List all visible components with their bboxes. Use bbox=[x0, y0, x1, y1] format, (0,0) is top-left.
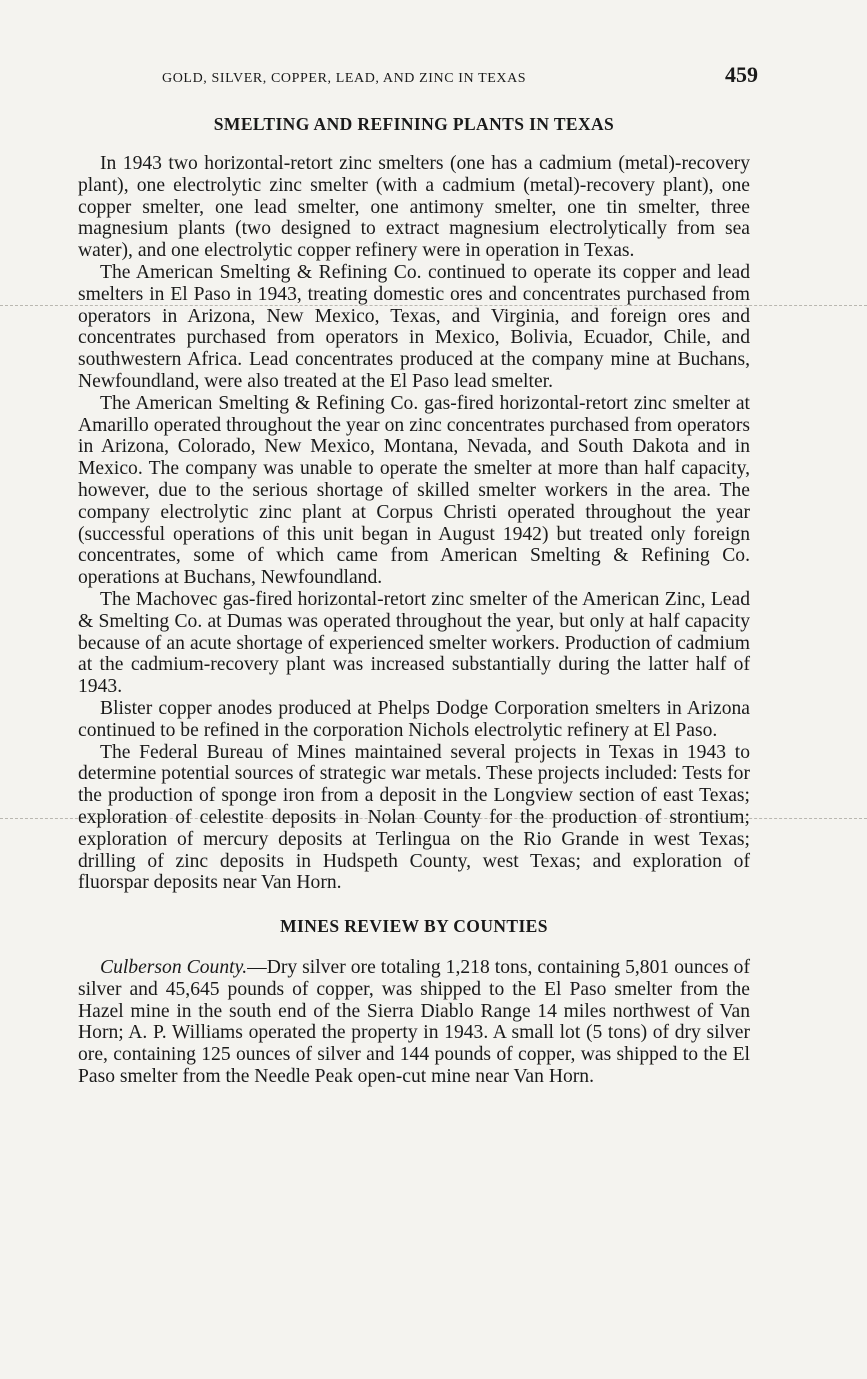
county-name: Culberson County. bbox=[100, 957, 248, 979]
paragraph: In 1943 two horizontal-retort zinc smelters (one has a cadmium (metal)-recovery plant), one electrolytic zinc smelter (with a cadmium (metal)-recovery plant), one copper smelter, one lead smelter, one antimony smelter, one tin smelter, three magnesium plants (two designed to extract magnesium electrolytically from sea water), and one electrolytic copper refinery were in operation in Texas. bbox=[78, 153, 750, 262]
section-heading-smelting: SMELTING AND REFINING PLANTS IN TEXAS bbox=[213, 114, 615, 134]
paragraph: The American Smelting & Refining Co. continued to operate its copper and lead smelters in El Paso in 1943, treating domestic ores and concentrates purchased from operators in Arizona, New Mexico, Texas, and Virginia, and foreign ores and concentrates purchased from operators in Mexico, Bolivia, Ecuador, Chile, and southwestern Africa. Lead concentrates produced at the company mine at Buchans, Newfoundland, were also treated at the El Paso lead smelter. bbox=[78, 261, 750, 392]
paragraph: The Federal Bureau of Mines maintained several projects in Texas in 1943 to determine potential sources of strategic war metals. These projects included: Tests for the production of sponge iron from a deposit in the Longview section of east Texas; exploration of celestite deposits in Nolan County for the production of strontium; exploration of mercury deposits at Terlingua on the Rio Grande in west Texas; drilling of zinc deposits in Hudspeth County, west Texas; and exploration of fluorspar deposits near Van Horn. bbox=[78, 741, 750, 894]
paragraph: The American Smelting & Refining Co. gas-fired horizontal-retort zinc smelter at Amarillo operated throughout the year on zinc concentrates purchased from operators in Arizona, Colorado, New Mexico, Montana, Nevada, and South Dakota and in Mexico. The company was unable to operate the smelter at more than half capacity, however, due to the serious shortage of skilled smelter workers in the area. The company electrolytic zinc plant at Corpus Christi operated throughout the year (successful operations of this unit began in August 1942) but treated only foreign concentrates, some of which came from American Smelting & Refining Co. operations at Buchans, Newfoundland. bbox=[78, 392, 750, 589]
page bbox=[78, 62, 758, 1088]
paragraph: Blister copper anodes produced at Phelps Dodge Corporation smelters in Arizona continued to be refined in the corporation Nichols electrolytic refinery at El Paso. bbox=[78, 697, 750, 741]
paragraph: The Machovec gas-fired horizontal-retort zinc smelter of the American Zinc, Lead & Smelting Co. at Dumas was operated throughout the year, but only at half capacity because of an acute shortage of experienced smelter workers. Production of cadmium at the cadmium-recovery plant was increased substantially during the latter half of 1943. bbox=[78, 588, 750, 698]
running-head bbox=[78, 62, 758, 96]
running-title: GOLD, SILVER, COPPER, LEAD, AND ZINC IN TEXAS bbox=[162, 71, 527, 86]
section-heading-mines-review: MINES REVIEW BY COUNTIES bbox=[280, 916, 548, 937]
county-text: —Dry silver ore totaling 1,218 tons, containing 5,801 ounces of silver and 45,645 pounds of copper, was shipped to the El Paso smelter from the Hazel mine in the south end of the Sierra Diablo Range 14 miles northwest of Van Horn; A. P. Williams operated the property in 1943. A small lot (5 tons) of dry silver ore, containing 125 ounces of silver and 144 pounds of copper, was shipped to the El Paso smelter from the Needle Peak open-cut mine near Van Horn. bbox=[78, 957, 750, 1088]
section-body-smelting bbox=[78, 153, 750, 894]
page-number: 459 bbox=[725, 62, 758, 87]
paragraph-culberson bbox=[78, 957, 750, 1088]
